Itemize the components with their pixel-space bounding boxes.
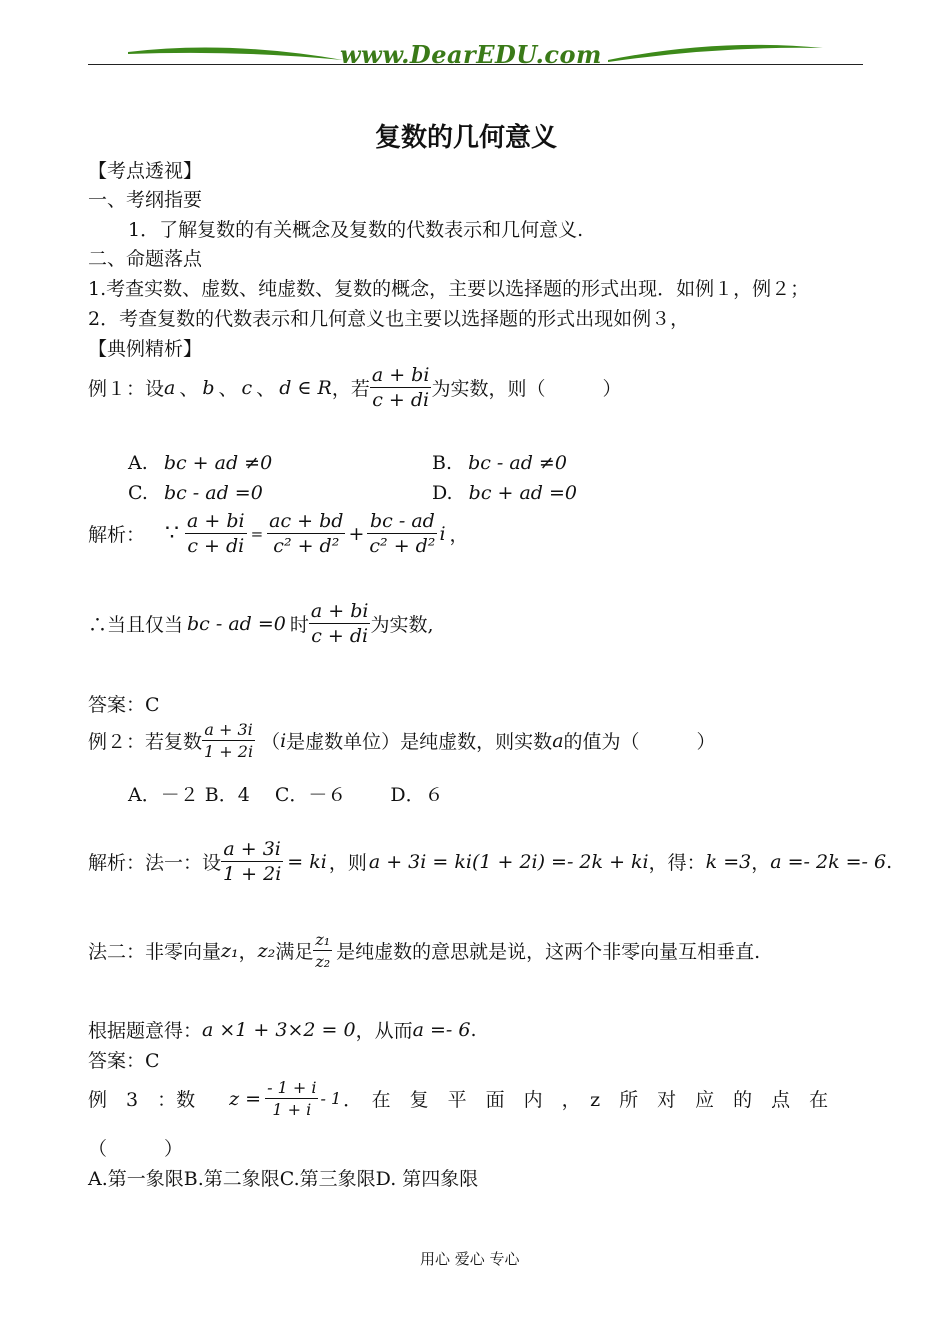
sol-eq: = ki [287, 850, 327, 873]
option-label: D. [432, 482, 453, 504]
site-logo: www.DearEDU.com [340, 40, 602, 69]
frac-den: 1 + 2i [204, 742, 254, 761]
ex1-frac-den: c + di [372, 389, 430, 411]
option-label: A. [128, 452, 148, 474]
option-text: bc + ad ≠0 [163, 452, 273, 474]
ex1-sep3: 、 [256, 378, 276, 400]
ex1-sep2: 、 [218, 378, 238, 400]
ex1-option-d [432, 482, 577, 504]
ex1-sol-frac-2 [267, 510, 345, 557]
ex1-prefix: 例１：设 [88, 378, 165, 400]
solution-label: 解析：法一：设 [88, 852, 222, 874]
imag-unit: i [439, 522, 446, 545]
ex1-conclusion [88, 600, 434, 647]
method2-rest: 是纯虚数的意思就是说，这两个非零向量互相垂直. [336, 941, 761, 963]
focus-item-1: 1.考查实数、虚数、纯虚数、复数的概念，主要以选择题的形式出现．如例１，例２； [88, 278, 810, 300]
vector-z2: z₂ [257, 939, 276, 962]
ex1-ruo: ，若 [331, 378, 370, 400]
line2-res: a =- 6 [412, 1018, 471, 1041]
line2-end: . [470, 1018, 477, 1041]
frac-den: c² + d² [273, 535, 340, 557]
header-swoosh-right [608, 40, 823, 66]
frac-num: bc - ad [370, 510, 435, 532]
frac-den: z₂ [315, 952, 331, 971]
open-paren: （ [261, 731, 281, 753]
therefore-text: ∴当且仅当 [88, 614, 184, 636]
ex3-z: z = [229, 1087, 262, 1110]
comma: ， [449, 524, 469, 546]
ex1-suffix: 为实数，则（ ） [431, 378, 622, 400]
ex2-prefix: 例２：若复数 [88, 731, 203, 753]
ex2-method2-line2 [88, 1016, 476, 1043]
option-text: bc - ad ≠0 [468, 452, 567, 474]
example-1-question [88, 364, 621, 411]
ex1-frac-num: a + bi [371, 364, 430, 386]
ex1-dR: d ∈ R [279, 376, 332, 399]
ex1-option-c [128, 482, 263, 504]
line2-eq: a ×1 + 3×2 = 0 [202, 1018, 356, 1041]
plus: + [348, 522, 365, 545]
ex1-sol-frac-1 [185, 510, 247, 557]
example-3-question [88, 1078, 828, 1119]
sol-expr: a + 3i = ki(1 + 2i) =- 2k + ki [368, 850, 649, 873]
option-text: bc - ad =0 [163, 482, 263, 504]
ex1-fraction [370, 364, 432, 411]
ex2-solution-method1 [88, 838, 892, 885]
ex3-prefix: 例 3 ：数 [88, 1089, 196, 1111]
frac-num: a + 3i [223, 838, 281, 860]
ex1-sep1: 、 [179, 378, 199, 400]
frac-num: z₁ [315, 930, 331, 949]
focus-item-2: 2．考查复数的代数表示和几何意义也主要以选择题的形式出现如例３， [88, 308, 690, 330]
sol-mid: ，则 [328, 852, 367, 874]
ex1-sol-frac-3 [367, 510, 437, 557]
z-ratio-fraction [313, 930, 332, 971]
ex2-answer: 答案：C [88, 1050, 160, 1072]
ex2-suffix: 的值为（ ） [563, 731, 716, 753]
comma: ， [238, 941, 258, 963]
ex1-option-a [128, 452, 272, 474]
frac-den: 1 + i [272, 1100, 312, 1119]
conc-suffix: 为实数, [370, 614, 434, 636]
outline-item: 1．了解复数的有关概念及复数的代数表示和几何意义. [128, 219, 584, 241]
line2-prefix: 根据题意得： [88, 1020, 203, 1042]
frac-den: c + di [311, 625, 369, 647]
ex3-paren: （ ） [88, 1138, 184, 1160]
ex2-solution-method2 [88, 930, 760, 971]
ex3-rest: ． 在 复 平 面 内 ， z 所 对 应 的 点 在 [343, 1089, 829, 1111]
page-footer: 用心 爱心 专心 [420, 1250, 520, 1268]
frac-den: c² + d² [369, 535, 436, 557]
shi-text: 时 [289, 614, 309, 636]
sol-get: ，得： [648, 852, 706, 874]
sol-end: . [886, 850, 893, 873]
solution-label: 解析： [88, 524, 146, 546]
option-text: bc + ad =0 [468, 482, 577, 504]
sol-a: a =- 2k =- 6 [770, 850, 887, 873]
equals: = [250, 524, 264, 543]
sol-k: k =3 [705, 850, 752, 873]
frac-num: ac + bd [269, 510, 344, 532]
ex3-options: A.第一象限B.第二象限C.第三象限D. 第四象限 [88, 1168, 479, 1190]
ex1-b: b [202, 376, 215, 399]
frac-den: 1 + 2i [223, 863, 282, 885]
ex3-fraction [265, 1078, 318, 1119]
imag-unit: i [280, 729, 287, 752]
option-label: B. [432, 452, 453, 474]
ex1-answer: 答案：C [88, 694, 160, 716]
header-swoosh-left [128, 40, 343, 66]
outline-heading: 一、考纲指要 [88, 189, 203, 211]
ex2-sol-frac [221, 838, 283, 885]
ex2-fraction [202, 720, 255, 761]
ex1-solution [88, 510, 469, 557]
frac-num: a + 3i [204, 720, 253, 739]
frac-den: c + di [187, 535, 245, 557]
because-symbol: ∵ [165, 521, 180, 546]
method2-label: 法二：非零向量 [88, 941, 222, 963]
example-2-question [88, 720, 716, 761]
ex1-c: c [241, 376, 253, 399]
ex2-options: A．－２ B．4 C．－６ D．６ [128, 784, 444, 806]
frac-num: - 1 + i [267, 1078, 317, 1097]
line2-so: ，从而 [355, 1020, 413, 1042]
section-dianli: 【典例精析】 [88, 338, 203, 360]
frac-num: a + bi [310, 600, 369, 622]
option-label: C. [128, 482, 148, 504]
ex2-mid: 是虚数单位）是纯虚数，则实数 [286, 731, 553, 753]
var-a: a [552, 729, 564, 752]
condition: bc - ad =0 [187, 612, 286, 635]
satisfy-text: 满足 [275, 941, 314, 963]
ex1-a: a [164, 376, 176, 399]
ex1-conc-frac [309, 600, 371, 647]
vector-z1: z₁ [221, 939, 239, 962]
focus-heading: 二、命题落点 [88, 248, 203, 270]
ex1-option-b [432, 452, 567, 474]
page-title: 复数的几何意义 [375, 123, 558, 153]
frac-num: a + bi [187, 510, 245, 532]
header-rule [88, 64, 863, 65]
ex3-minus1: - 1 [320, 1089, 342, 1108]
section-kaodian: 【考点透视】 [88, 160, 203, 182]
sol-sep: ， [751, 852, 771, 874]
